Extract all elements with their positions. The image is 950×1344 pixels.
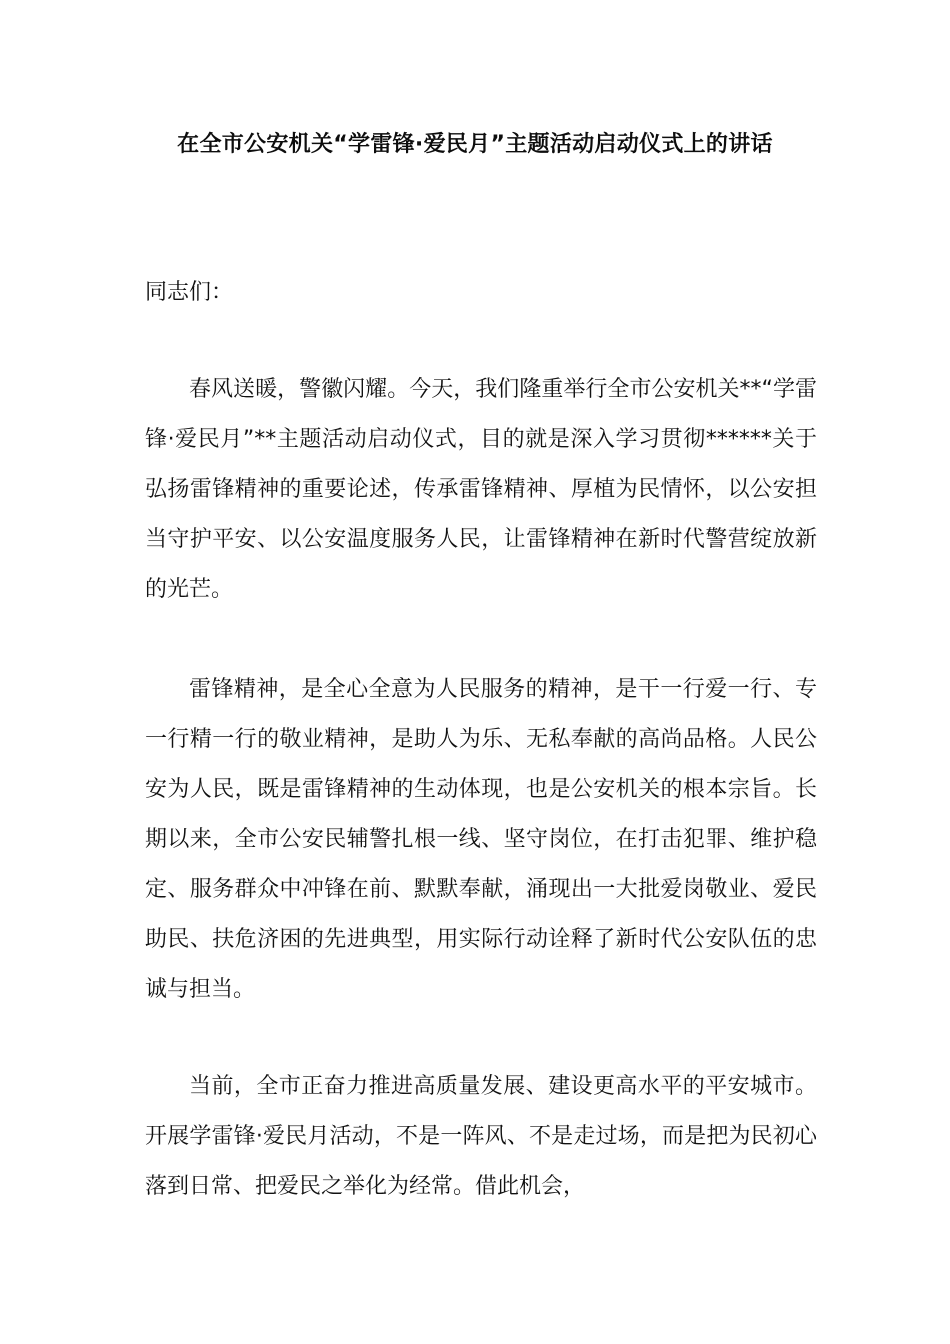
document-title: 在全市公安机关“学雷锋·爱民月”主题活动启动仪式上的讲话 — [177, 132, 773, 157]
paragraph-3: 当前，全市正奋力推进高质量发展、建设更高水平的平安城市。开展学雷锋·爱民月活动，不是一阵风、不是走过场，而是把为民初心落到日常、把爱民之举化为经常。借此机会， — [145, 1074, 817, 1199]
paragraph-2: 雷锋精神，是全心全意为人民服务的精神，是干一行爱一行、专一行精一行的敬业精神，是助人为乐、无私奉献的高尚品格。人民公安为人民，既是雷锋精神的生动体现，也是公安机关的根本宗旨。长期以来，全市公安民辅警扎根一线、坚守岗位，在打击犯罪、维护稳定、服务群众中冲锋在前、默默奉献，涌现出一大批爱岗敬业、爱民助民、扶危济困的先进典型，用实际行动诠释了新时代公安队伍的忠诚与担当。 — [145, 677, 817, 1002]
paragraph-1: 春风送暖，警徽闪耀。今天，我们隆重举行全市公安机关**“学雷锋·爱民月”**主题活动启动仪式，目的就是深入学习贯彻******关于弘扬雷锋精神的重要论述，传承雷锋精神、厚植为民情怀，以公安担当守护平安、以公安温度服务人民，让雷锋精神在新时代警营绽放新的光芒。 — [145, 377, 817, 602]
salutation: 同志们： — [145, 280, 234, 305]
